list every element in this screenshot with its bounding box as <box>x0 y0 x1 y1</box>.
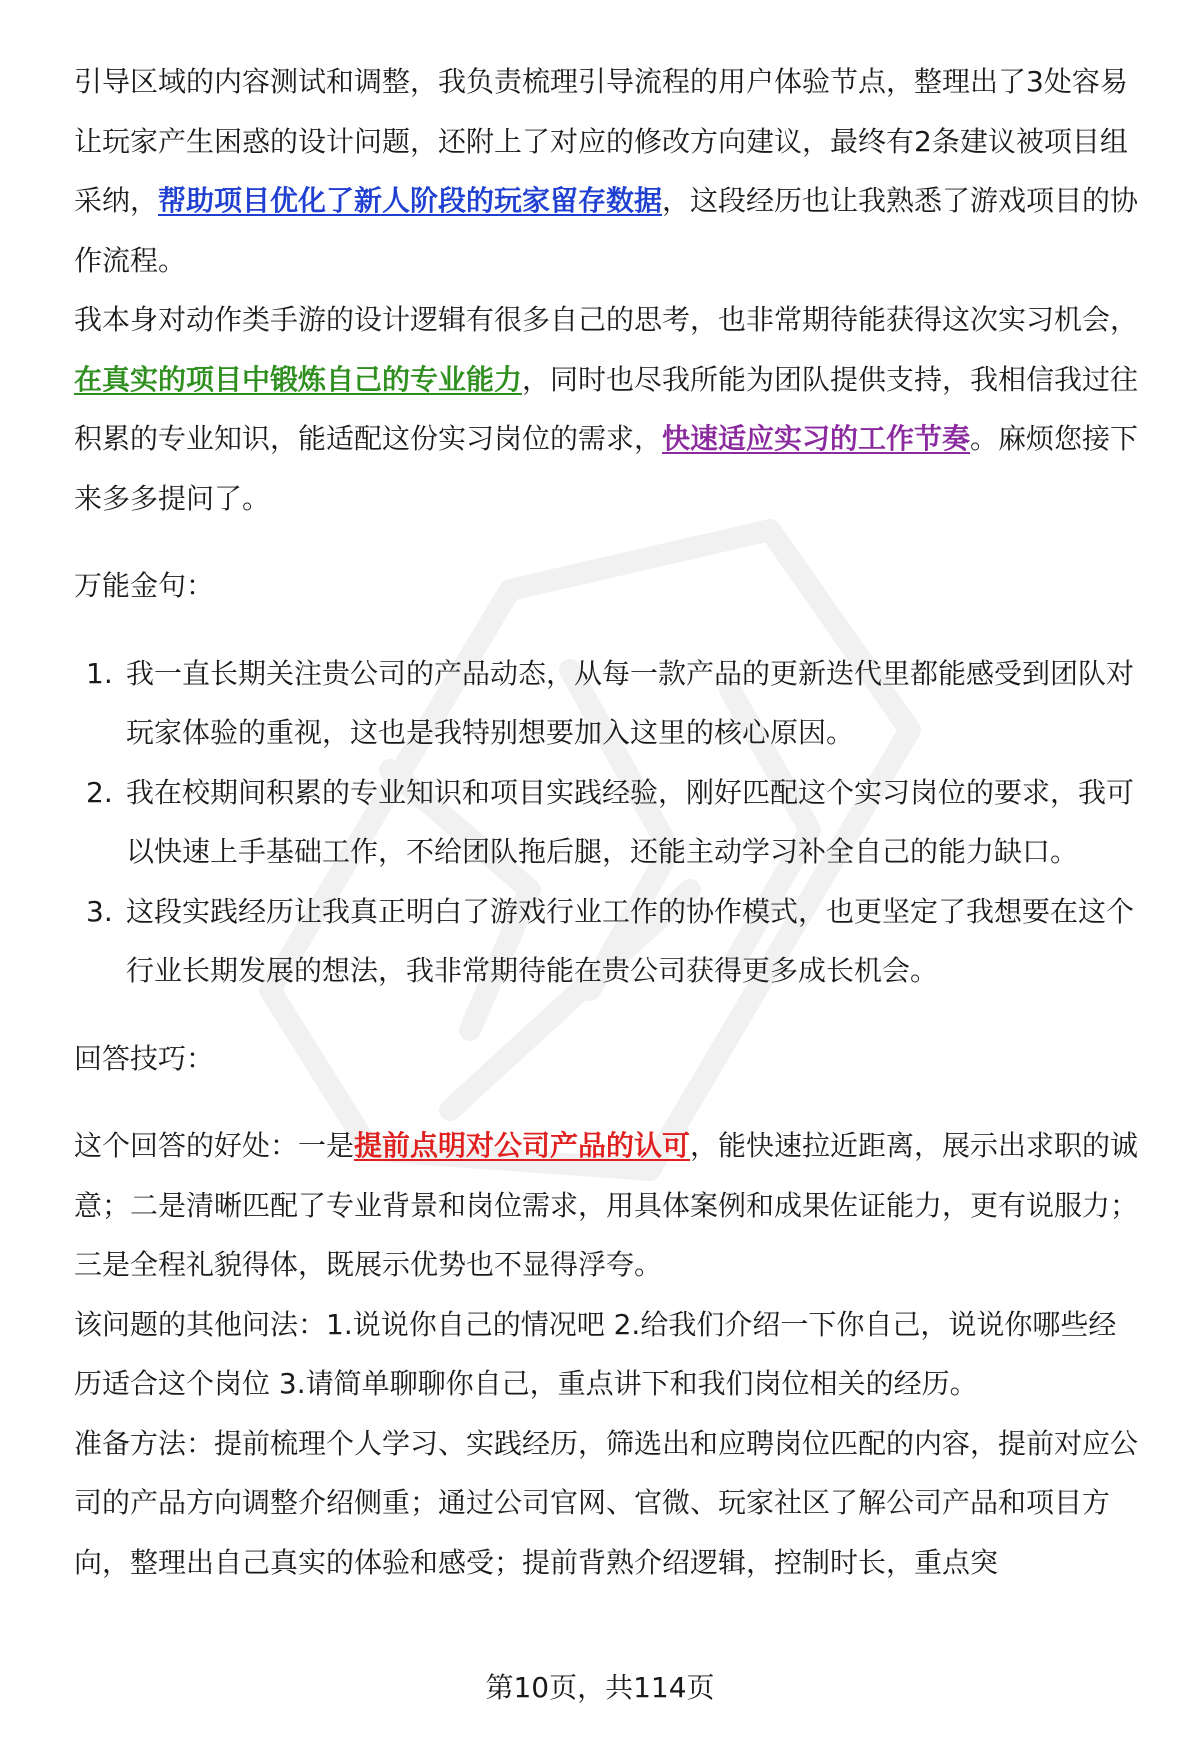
intro-paragraph-1: 引导区域的内容测试和调整，我负责梳理引导流程的用户体验节点，整理出了3处容易让玩家产生困惑的设计问题，还附上了对应的修改方向建议，最终有2条建议被项目组采纳，帮助项目优化了新人阶段的玩家留存数据，这段经历也让我熟悉了游戏项目的协作流程。 <box>74 65 1139 277</box>
page-number: 第10页，共114页 <box>485 1671 715 1704</box>
highlight-retention: 帮助项目优化了新人阶段的玩家留存数据 <box>158 184 663 217</box>
tips-heading: 回答技巧： <box>74 1041 215 1075</box>
highlight-recognition: 提前点明对公司产品的认可 <box>354 1129 691 1162</box>
intro-paragraph-2: 我本身对动作类手游的设计逻辑有很多自己的思考，也非常期待能获得这次实习机会，在真实的项目中锻炼自己的专业能力，同时也尽我所能为团队提供支持，我相信我过往积累的专业知识，能适配这份实习岗位的需求，快速适应实习的工作节奏。麻烦您接下来多多提问了。 <box>74 303 1139 515</box>
document-body <box>74 52 1142 1592</box>
highlight-skills: 在真实的项目中锻炼自己的专业能力 <box>74 362 523 396</box>
list-item: 3. 这段实践经历让我真正明白了游戏行业工作的协作模式，也更坚定了我想要在这个行业长期发展的想法，我非常期待能在贵公司获得更多成长机会。 <box>86 894 1135 987</box>
highlight-adapt: 快速适应实习的工作节奏 <box>662 422 971 455</box>
tips-paragraph-1: 这个回答的好处：一是提前点明对公司产品的认可，能快速拉近距离，展示出求职的诚意；二是清晰匹配了专业背景和岗位需求，用具体案例和成果佐证能力，更有说服力；三是全程礼貌得体，既展示优势也不显得浮夸。 <box>74 1129 1139 1281</box>
golden-heading: 万能金句： <box>74 569 215 602</box>
list-item: 2. 我在校期间积累的专业知识和项目实践经验，刚好匹配这个实习岗位的要求，我可以快速上手基础工作，不给团队拖后腿，还能主动学习补全自己的能力缺口。 <box>86 775 1135 868</box>
golden-list <box>74 644 1142 1001</box>
tips-paragraph-3: 准备方法：提前梳理个人学习、实践经历，筛选出和应聘岗位匹配的内容，提前对应公司的产品方向调整介绍侧重；通过公司官网、官微、玩家社区了解公司产品和项目方向，整理出自己真实的体验和感受；提前背熟介绍逻辑，控制时长，重点突 <box>74 1426 1139 1579</box>
list-item: 1. 我一直长期关注贵公司的产品动态，从每一款产品的更新迭代里都能感受到团队对玩家体验的重视，这也是我特别想要加入这里的核心原因。 <box>86 656 1135 749</box>
tips-paragraph-2: 该问题的其他问法：1.说说你自己的情况吧 2.给我们介绍一下你自己，说说你哪些经历适合这个岗位 3.请简单聊聊你自己，重点讲下和我们岗位相关的经历。 <box>74 1307 1117 1400</box>
